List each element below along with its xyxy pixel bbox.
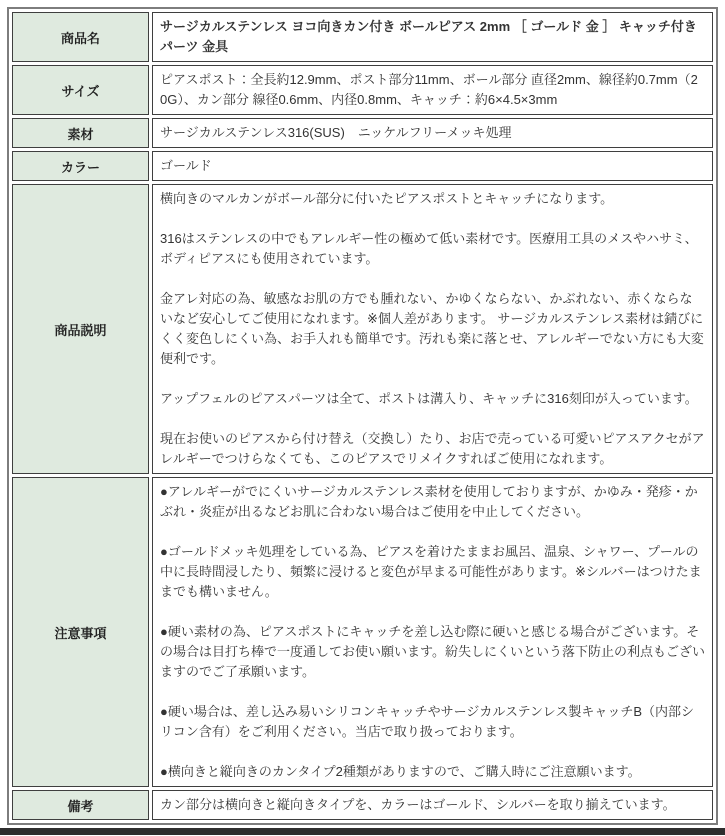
table-row-precautions [12, 477, 713, 787]
row-label-size: サイズ [12, 65, 149, 115]
description-paragraph: 現在お使いのピアスから付け替え（交換し）たり、お店で売っている可愛いピアスアクセがアレルギーでつけらなくても、このピアスでリメイクすればご使用になれます。 [160, 431, 705, 466]
product-name-text: サージカルステンレス ヨコ向きカン付き ボールピアス 2mm ［ ゴールド 金 ］ キャッチ付き パーツ 金具 [160, 19, 697, 54]
row-label-precautions: 注意事項 [12, 477, 149, 787]
color-value [152, 151, 713, 181]
size-text: ピアスポスト：全長約12.9mm、ポスト部分11mm、ボール部分 直径2mm、線径約0.7mm（20G）、カン部分 線径0.6mm、内径0.8mm、キャッチ：約6×4.5×3mm [160, 72, 698, 107]
row-label-description: 商品説明 [12, 184, 149, 474]
description-paragraph: アップフェルのピアスパーツは全て、ポストは溝入り、キャッチに316刻印が入っています。 [160, 391, 698, 406]
row-label-material: 素材 [12, 118, 149, 148]
description-paragraph: 金アレ対応の為、敏感なお肌の方でも腫れない、かゆくならない、かぶれない、赤くならないなど安心してご使用になれます。※個人差があります。 サージカルステンレス素材は錆びにくく変色しにくい為、お手入れも簡単です。汚れも楽に落とせ、アレルギーでない方にも大変便利です。 [160, 291, 704, 366]
description-value [152, 184, 713, 474]
table-row-product-name [12, 12, 713, 62]
precaution-item: ●硬い素材の為、ピアスポストにキャッチを差し込む際に硬いと感じる場合がございます。その場合は目打ち棒で一度通してお使い願います。紛失しにくいという落下防止の利点もございますのでご了承願います。 [160, 624, 705, 679]
color-text: ゴールド [160, 158, 212, 173]
row-label-notes: 備考 [12, 790, 149, 820]
table-row-material [12, 118, 713, 148]
table-row-notes [12, 790, 713, 820]
table-row-size [12, 65, 713, 115]
precaution-item: ●横向きと縦向きのカンタイプ2種類がありますので、ご購入時にご注意願います。 [160, 764, 641, 779]
description-paragraph: 横向きのマルカンがボール部分に付いたピアスポストとキャッチになります。 [160, 191, 614, 206]
bottom-divider-bar [0, 828, 725, 835]
table-row-description [12, 184, 713, 474]
precaution-item: ●ゴールドメッキ処理をしている為、ピアスを着けたままお風呂、温泉、シャワー、プールの中に長時間浸したり、頻繁に浸けると変色が早まる可能性があります。※シルバーはつけたままでも構いません。 [160, 544, 702, 599]
product-name-value [152, 12, 713, 62]
precaution-item: ●硬い場合は、差し込み易いシリコンキャッチやサージカルステンレス製キャッチB（内部シリコン含有）をご利用ください。当店で取り扱っております。 [160, 704, 694, 739]
table-row-color [12, 151, 713, 181]
row-label-color: カラー [12, 151, 149, 181]
notes-text: カン部分は横向きと縦向きタイプを、カラーはゴールド、シルバーを取り揃えています。 [160, 797, 676, 812]
material-text: サージカルステンレス316(SUS) ニッケルフリーメッキ処理 [160, 125, 512, 140]
row-label-product-name: 商品名 [12, 12, 149, 62]
precautions-value [152, 477, 713, 787]
description-paragraph: 316はステンレスの中でもアレルギー性の極めて低い素材です。医療用工具のメスやハサミ、ボディピアスにも使用されています。 [160, 231, 698, 266]
notes-value [152, 790, 713, 820]
product-spec-table [7, 7, 718, 825]
material-value [152, 118, 713, 148]
size-value [152, 65, 713, 115]
precaution-item: ●アレルギーがでにくいサージカルステンレス素材を使用しておりますが、かゆみ・発疹・かぶれ・炎症が出るなどお肌に合わない場合はご使用を中止してください。 [160, 484, 698, 519]
